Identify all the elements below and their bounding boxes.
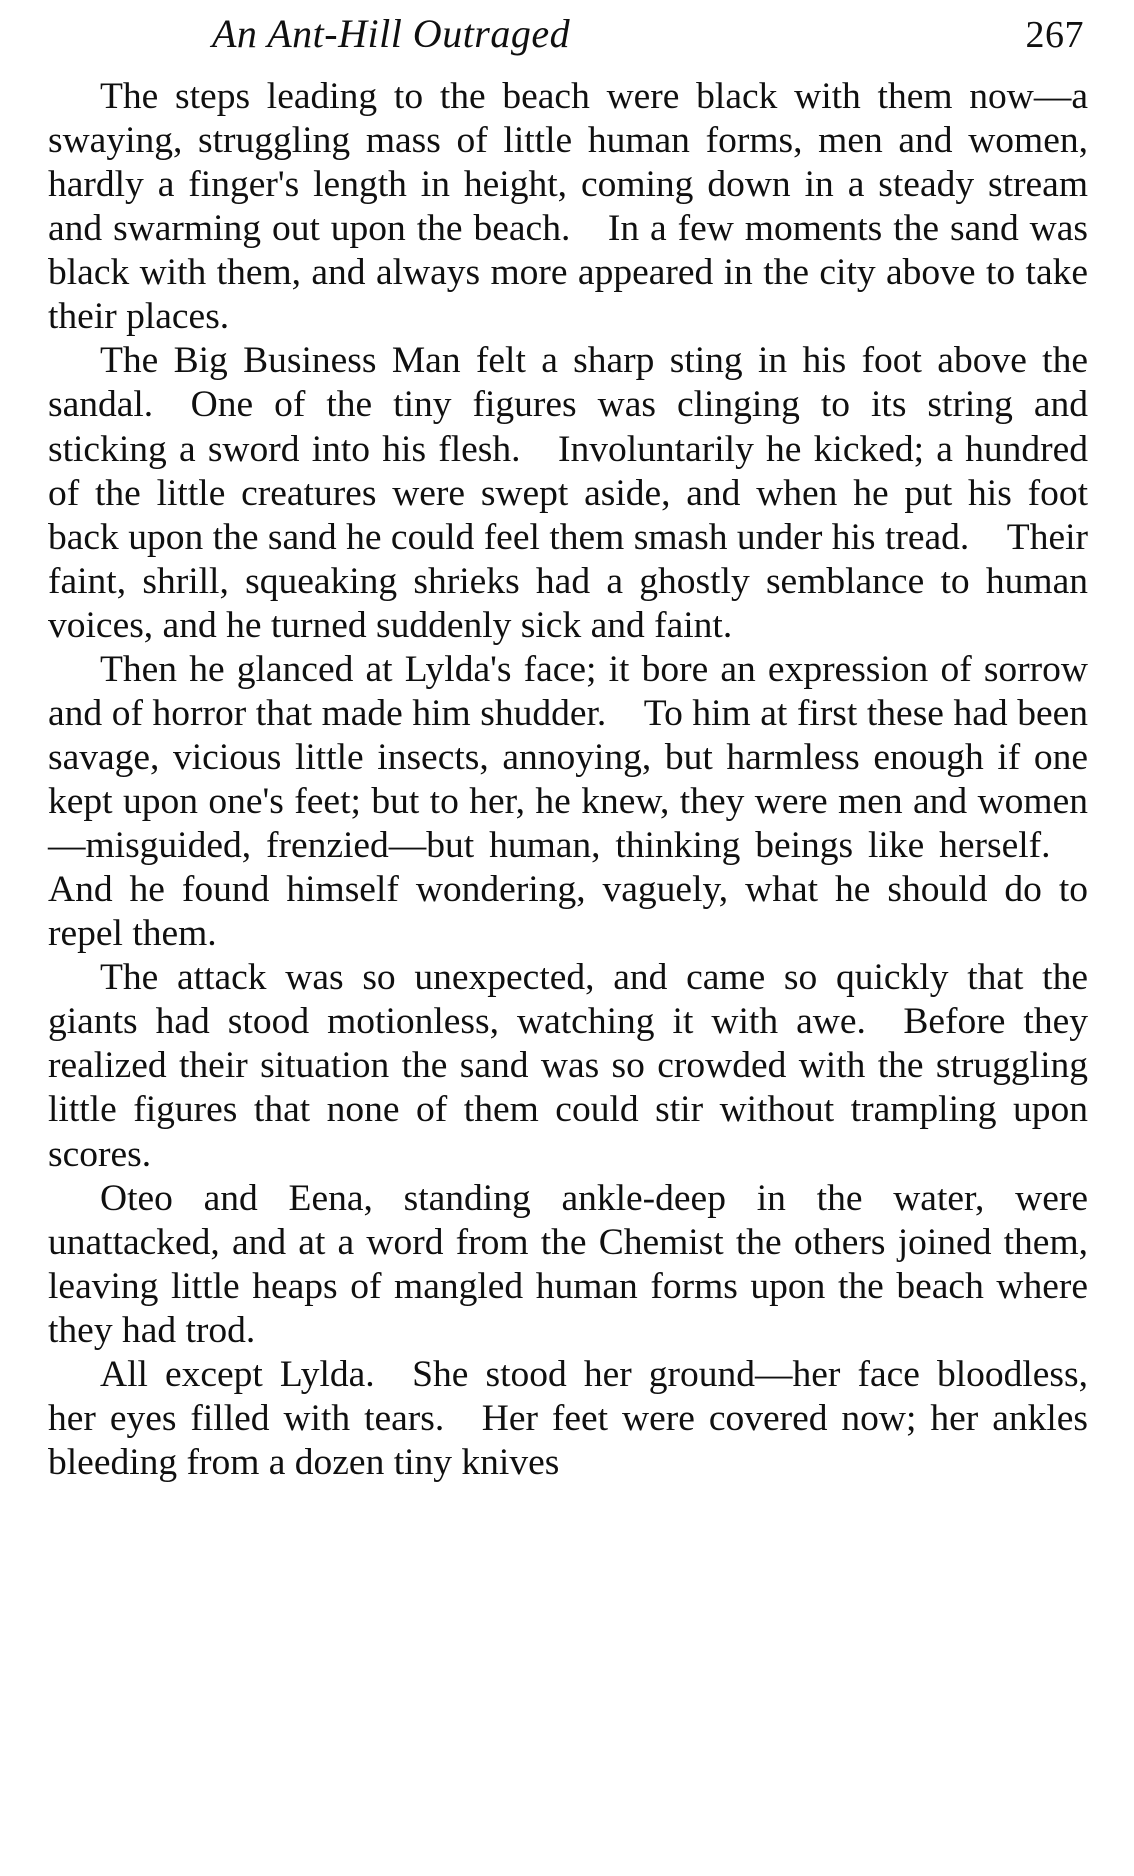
running-title: An Ant-Hill Outraged — [212, 11, 571, 56]
paragraph: The Big Business Man felt a sharp sting in his foot above the sandal. One of the tiny figures was clinging to its string and sticking a sword into his flesh. Involuntarily he kicked; a hundred of the little creatures were swept aside, and when he put his foot back upon the sand he could feel them smash under his tread. Their faint, shrill, squeaking shrieks had a ghostly semblance to human voices, and he turned suddenly sick and faint. — [48, 340, 1088, 646]
page-number: 267 — [1025, 14, 1084, 56]
paragraph: Oteo and Eena, standing ankle-deep in the water, were unattacked, and at a word from the Chemist the others joined them, leaving little heaps of mangled human forms upon the beach where they had trod. — [48, 1177, 1088, 1351]
paragraph: Then he glanced at Lylda's face; it bore an expression of sorrow and of horror that made him shudder. To him at first these had been savage, vicious little insects, annoying, but harmless enough if one kept upon one's feet; but to her, he knew, they were men and women—misguided, frenzied—but human, thinking beings like herself. And he found himself wondering, vaguely, what he should do to repel them. — [48, 648, 1088, 955]
page-content — [48, 10, 1088, 1485]
paragraph: The steps leading to the beach were black with them now—a swaying, struggling mass of little human forms, men and women, hardly a finger's length in height, coming down in a steady stream and swarming out upon the beach. In a few moments the sand was black with them, and always more appeared in the city above to take their places. — [48, 76, 1088, 338]
paragraph: All except Lylda. She stood her ground—her face bloodless, her eyes filled with tears. Her feet were covered now; her ankles bleeding from a dozen tiny knives — [48, 1353, 1088, 1483]
body-text — [48, 75, 1088, 1485]
paragraph: The attack was so unexpected, and came so quickly that the giants had stood motionless, watching it with awe. Before they realized their situation the sand was so crowded with the struggling little figures that none of them could stir without trampling upon scores. — [48, 957, 1088, 1175]
running-head — [48, 10, 1088, 57]
